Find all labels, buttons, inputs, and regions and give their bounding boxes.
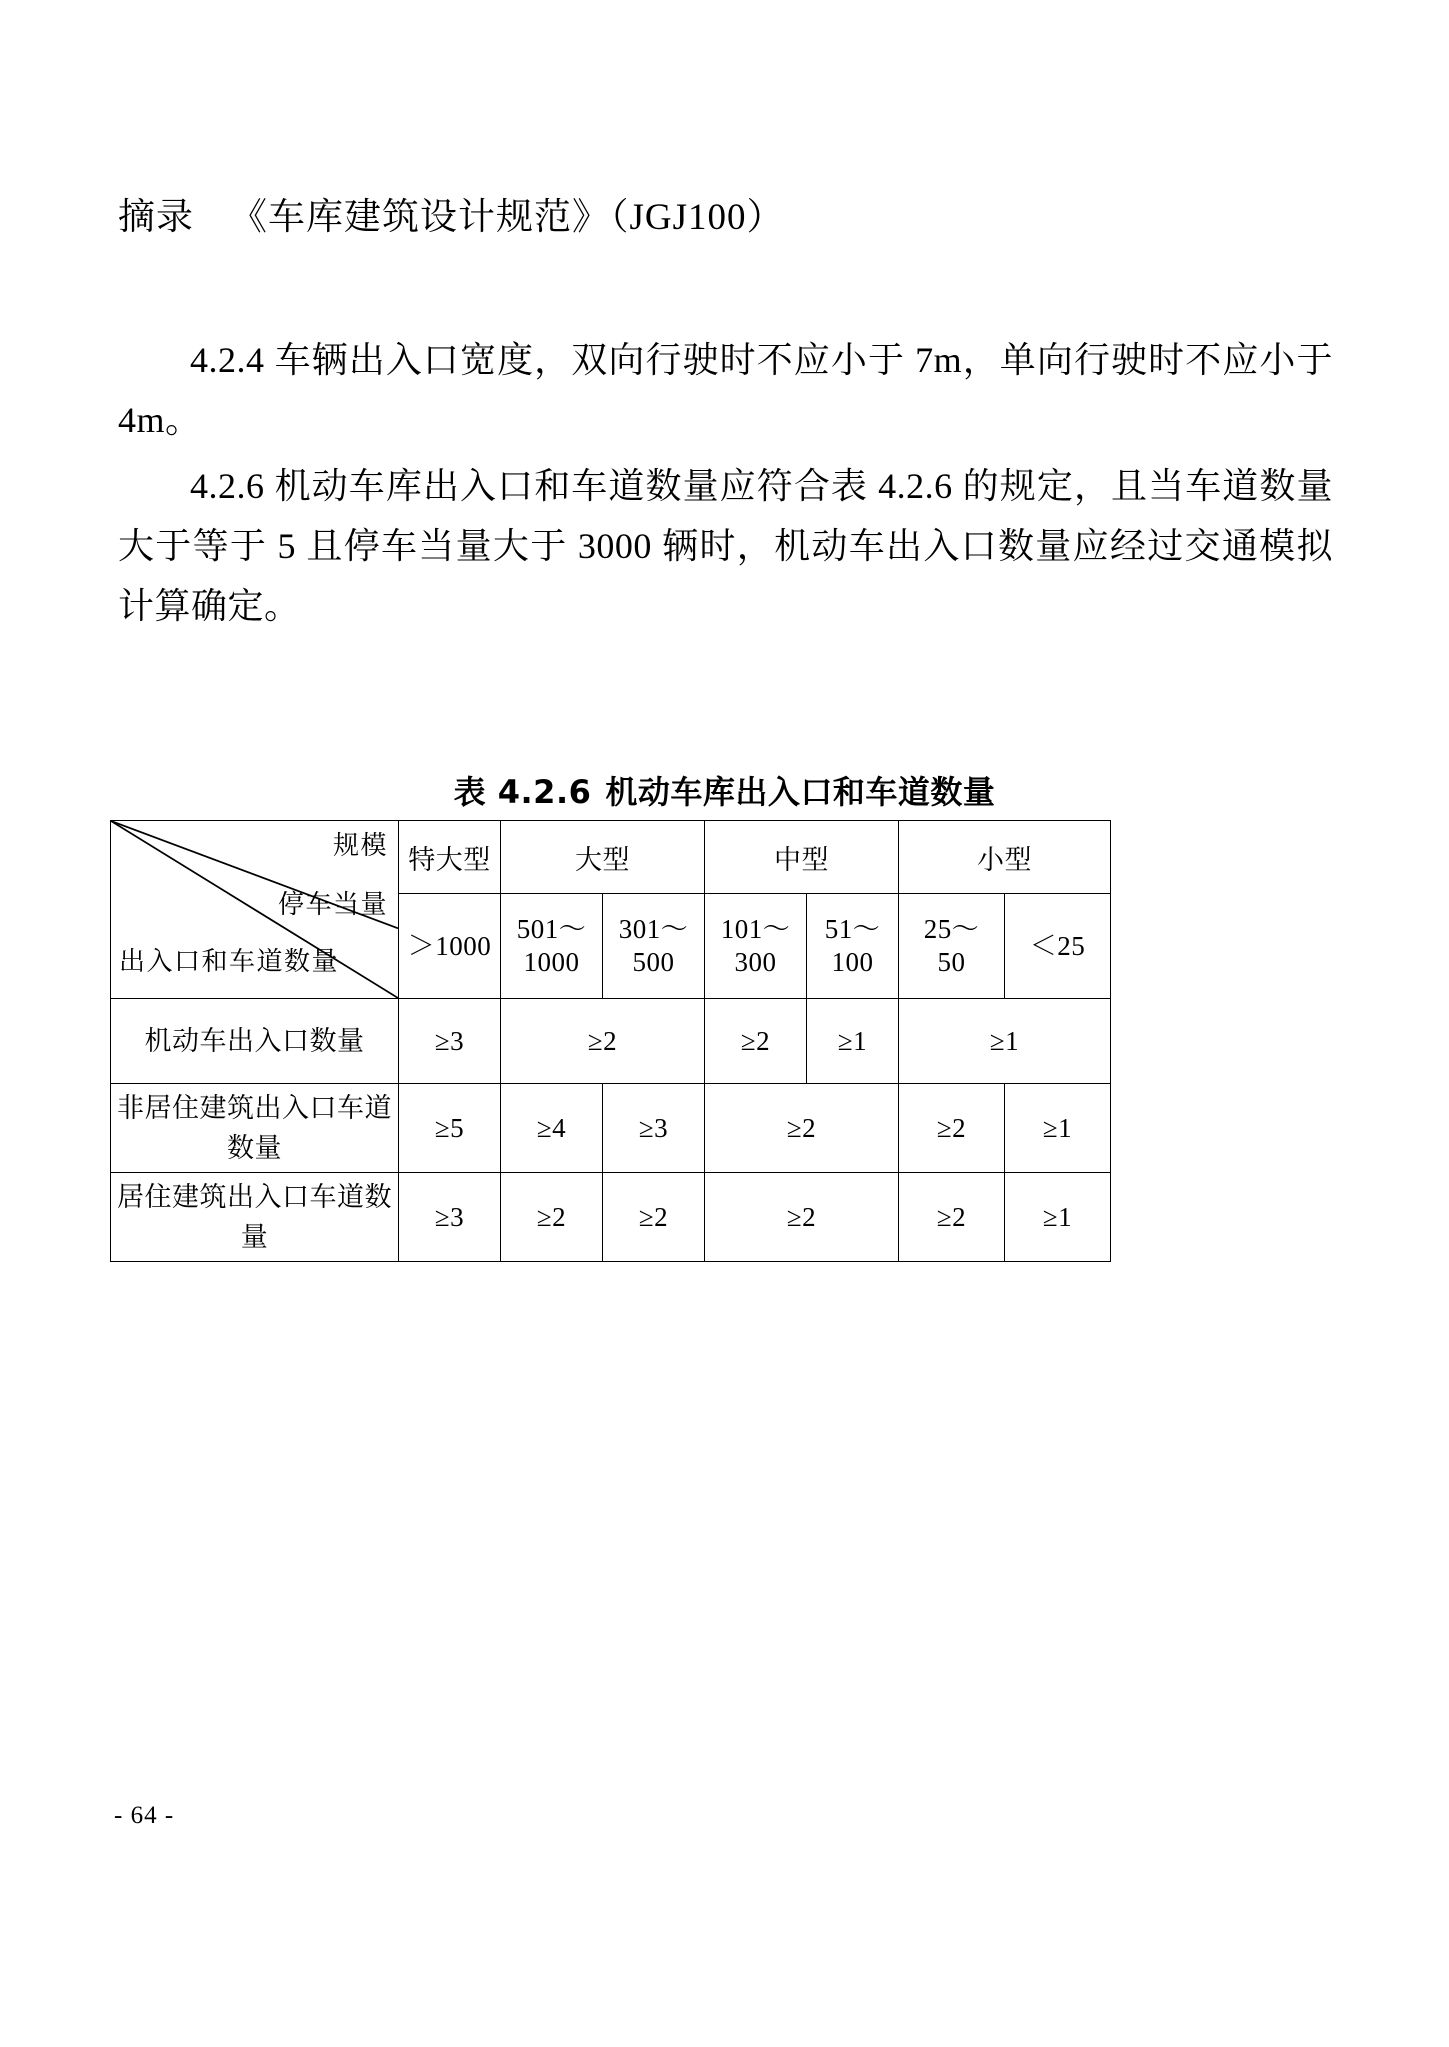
- clause-4-2-4: 4.2.4 车辆出入口宽度，双向行驶时不应小于 7m，单向行驶时不应小于 4m。: [118, 340, 1333, 440]
- cell-r1-c4: ≥2: [899, 1084, 1005, 1173]
- category-header-extra-large: 特大型: [399, 821, 501, 894]
- table-caption-title: 机动车库出入口和车道数量: [605, 773, 996, 811]
- range-line1: ＜25: [1029, 930, 1086, 961]
- cell-r1-c0: ≥5: [399, 1084, 501, 1173]
- row-header-nonresidential-lane-count: 非居住建筑出入口车道数量: [111, 1084, 399, 1173]
- cell-r2-c0: ≥3: [399, 1173, 501, 1262]
- range-header-5: [899, 894, 1005, 999]
- range-line1: 25～: [923, 914, 980, 944]
- clause-body: [118, 330, 1333, 638]
- cell-r1-c2: ≥3: [603, 1084, 705, 1173]
- page-number: - 64 -: [114, 1802, 175, 1829]
- range-header-2: [603, 894, 705, 999]
- range-header-4: [807, 894, 899, 999]
- table-row: [111, 1173, 1111, 1262]
- table-row: [111, 999, 1111, 1084]
- table-header-row-categories: [111, 821, 1111, 894]
- corner-label-entrance-lane-count: 出入口和车道数量: [119, 947, 340, 976]
- cell-r0-c3: ≥1: [807, 999, 899, 1084]
- range-line2: 1000: [523, 947, 580, 977]
- range-line1: 101～: [720, 914, 791, 944]
- cell-r1-c3: ≥2: [705, 1084, 899, 1173]
- cell-r0-c1: ≥2: [501, 999, 705, 1084]
- range-line1: 301～: [618, 914, 689, 944]
- clause-4-2-6: 4.2.6 机动车库出入口和车道数量应符合表 4.2.6 的规定，且当车道数量大于等于 5 且停车当量大于 3000 辆时，机动车出入口数量应经过交通模拟计算确定。: [118, 466, 1333, 626]
- range-header-0: [399, 894, 501, 999]
- row-header-vehicle-entrance-count: 机动车出入口数量: [111, 999, 399, 1084]
- range-line2: 50: [937, 947, 966, 977]
- range-line2: 100: [831, 947, 874, 977]
- cell-r2-c2: ≥2: [603, 1173, 705, 1262]
- cell-r2-c5: ≥1: [1005, 1173, 1111, 1262]
- cell-r2-c3: ≥2: [705, 1173, 899, 1262]
- page-title: [118, 196, 785, 240]
- corner-label-scale: 规模: [332, 831, 388, 860]
- cell-r1-c1: ≥4: [501, 1084, 603, 1173]
- row-header-residential-lane-count: 居住建筑出入口车道数量: [111, 1173, 399, 1262]
- range-header-6: [1005, 894, 1111, 999]
- table-container: [110, 820, 1110, 1262]
- range-header-3: [705, 894, 807, 999]
- table-corner-header: [111, 821, 399, 999]
- category-header-large: 大型: [501, 821, 705, 894]
- corner-label-parking-equivalent: 停车当量: [277, 890, 388, 919]
- range-line1: 501～: [516, 914, 587, 944]
- table-row: [111, 1084, 1111, 1173]
- heading-standard-name: 《车库建筑设计规范》（JGJ100）: [230, 197, 785, 238]
- cell-r2-c4: ≥2: [899, 1173, 1005, 1262]
- range-line2: 300: [734, 947, 777, 977]
- cell-r1-c5: ≥1: [1005, 1084, 1111, 1173]
- entrance-lane-count-table: [110, 820, 1111, 1262]
- range-line2: 500: [632, 947, 675, 977]
- cell-r0-c0: ≥3: [399, 999, 501, 1084]
- category-header-small: 小型: [899, 821, 1111, 894]
- range-line1: 51～: [824, 914, 881, 944]
- range-header-1: [501, 894, 603, 999]
- cell-r0-c4: ≥1: [899, 999, 1111, 1084]
- cell-r0-c2: ≥2: [705, 999, 807, 1084]
- category-header-medium: 中型: [705, 821, 899, 894]
- table-caption: [0, 767, 1449, 813]
- table-caption-number: 表 4.2.6: [453, 773, 592, 811]
- heading-prefix: 摘录: [118, 197, 194, 238]
- cell-r2-c1: ≥2: [501, 1173, 603, 1262]
- range-line1: ＞1000: [407, 930, 492, 961]
